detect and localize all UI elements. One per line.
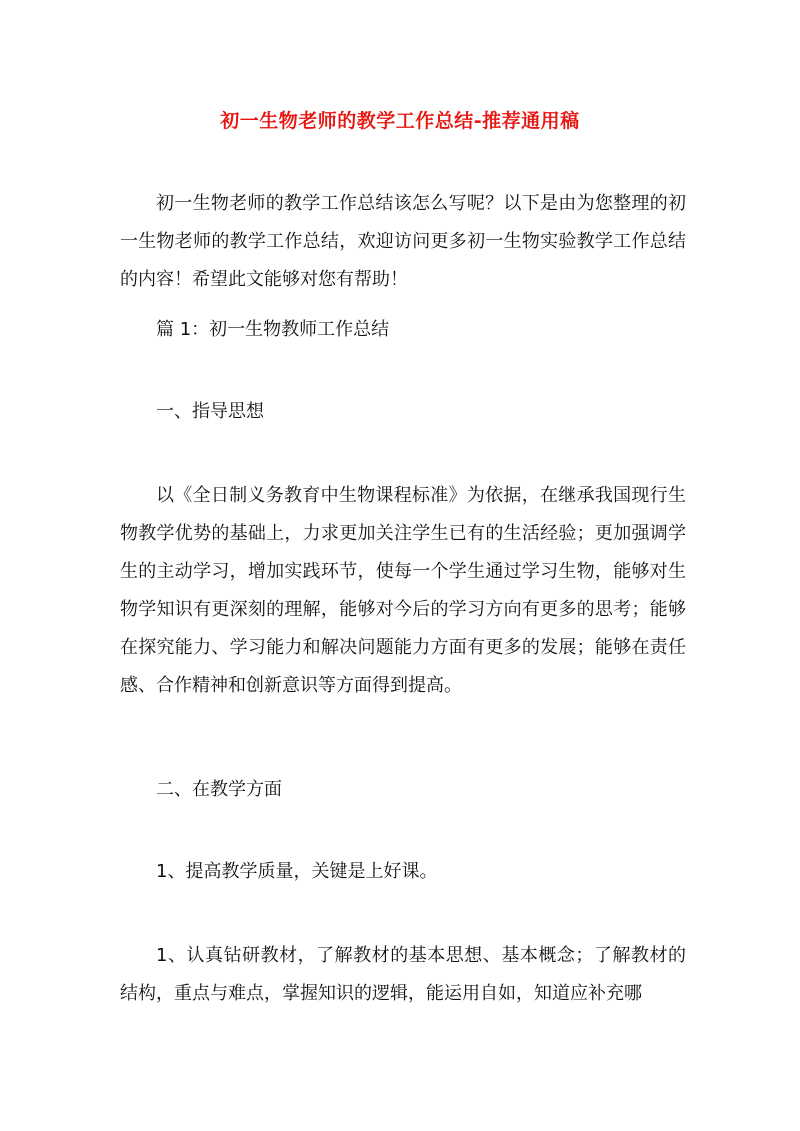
document-title: 初一生物老师的教学工作总结-推荐通用稿 bbox=[220, 110, 580, 132]
teaching-item-1: 1、提高教学质量，关键是上好课。 bbox=[156, 861, 438, 882]
article-heading: 篇 1：初一生物教师工作总结 bbox=[156, 319, 390, 340]
guiding-ideology-paragraph: 以《全日制义务教育中生物课程标准》为依据，在继承我国现行生物教学优势的基础上，力求更加关注学生已有的生活经验；更加强调学生的主动学习，增加实践环节，使每一个学生通过学习生物，能够对生物学知识有更深刻的理解，能够对今后的学习方向有更多的思考；能够在探究能力、学习能力和解决问题能力方面有更多的发展；能够在责任感、合作精神和创新意识等方面得到提高。 bbox=[120, 485, 686, 696]
intro-paragraph: 初一生物老师的教学工作总结该怎么写呢？以下是由为您整理的初一生物老师的教学工作总结，欢迎访问更多初一生物实验教学工作总结的内容！希望此文能够对您有帮助！ bbox=[120, 193, 686, 290]
section-heading-teaching: 二、在教学方面 bbox=[156, 779, 282, 800]
teaching-item-1-detail: 1、认真钻研教材，了解教材的基本思想、基本概念；了解教材的结构，重点与难点，掌握知识的逻辑，能运用自如，知道应补充哪 bbox=[120, 945, 686, 1004]
section-heading-guiding-ideology: 一、指导思想 bbox=[156, 401, 264, 422]
